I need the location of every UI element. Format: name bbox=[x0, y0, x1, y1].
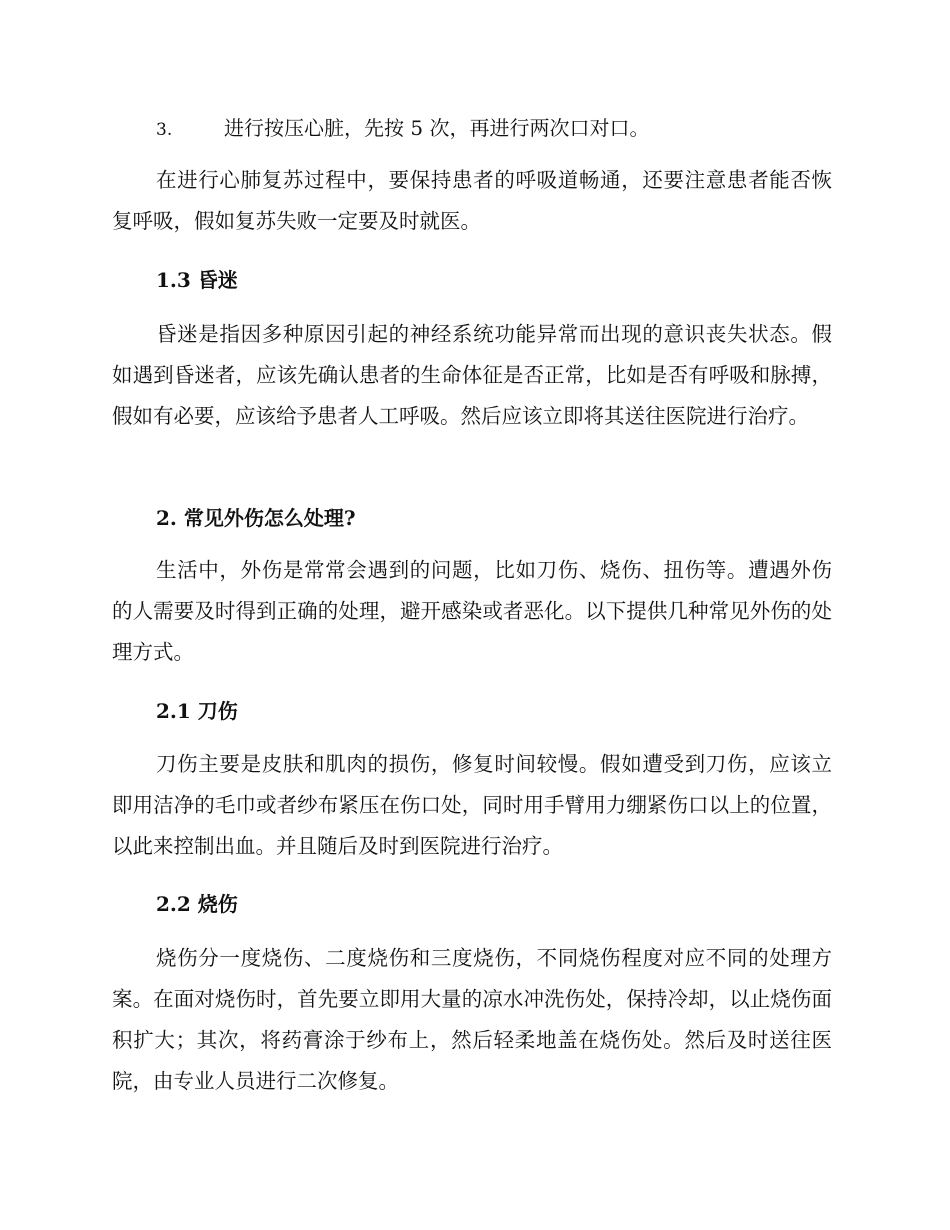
heading-cuts: 2.1 刀伤 bbox=[156, 699, 238, 723]
paragraph-common-injuries: 生活中，外伤是常常会遇到的问题，比如刀伤、烧伤、扭伤等。遭遇外伤的人需要及时得到正确的处理，避开感染或者恶化。以下提供几种常见外伤的处理方式。 bbox=[112, 558, 832, 664]
list-text: 进行按压心脏，先按 5 次，再进行两次口对口。 bbox=[224, 116, 650, 140]
heading-common-injuries: 2. 常见外伤怎么处理? bbox=[156, 506, 356, 530]
paragraph-burns: 烧伤分一度烧伤、二度烧伤和三度烧伤，不同烧伤程度对应不同的处理方案。在面对烧伤时，首先要立即用大量的凉水冲洗伤处，保持冷却，以止烧伤面积扩大；其次，将药膏涂于纱布上，然后轻柔地盖在烧伤处。然后及时送往医院，由专业人员进行二次修复。 bbox=[112, 946, 832, 1093]
list-number: 3. bbox=[156, 120, 173, 140]
heading-coma: 1.3 昏迷 bbox=[156, 268, 238, 292]
paragraph-cuts: 刀伤主要是皮肤和肌肉的损伤，修复时间较慢。假如遭受到刀伤，应该立即用洁净的毛巾或者纱布紧压在伤口处，同时用手臂用力绷紧伤口以上的位置，以此来控制出血。并且随后及时到医院进行治疗。 bbox=[112, 752, 832, 858]
list-item-3 bbox=[156, 114, 649, 144]
heading-burns: 2.2 烧伤 bbox=[156, 892, 238, 916]
paragraph-cpr-note: 在进行心肺复苏过程中，要保持患者的呼吸道畅通，还要注意患者能否恢复呼吸，假如复苏失败一定要及时就医。 bbox=[112, 168, 832, 233]
paragraph-coma: 昏迷是指因多种原因引起的神经系统功能异常而出现的意识丧失状态。假如遇到昏迷者，应该先确认患者的生命体征是否正常，比如是否有呼吸和脉搏，假如有必要，应该给予患者人工呼吸。然后应该立即将其送往医院进行治疗。 bbox=[112, 322, 832, 428]
